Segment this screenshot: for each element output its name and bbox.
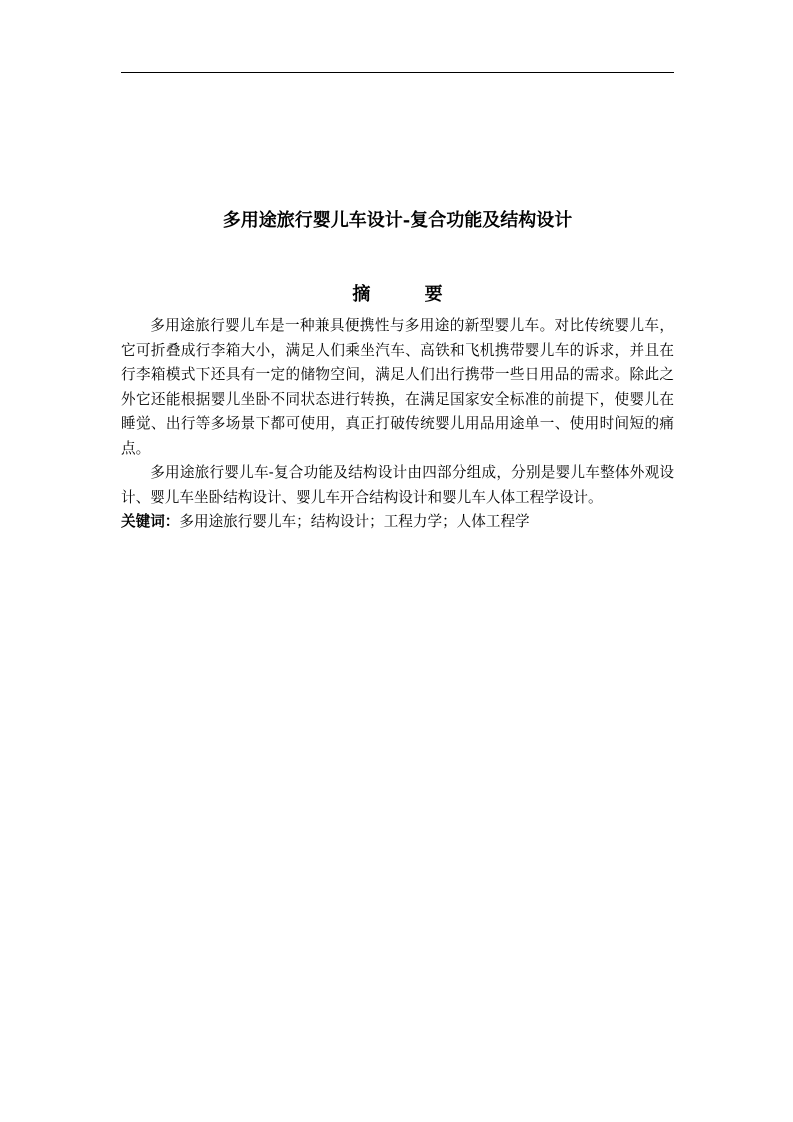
keywords-text: 多用途旅行婴儿车；结构设计；工程力学；人体工程学 xyxy=(179,513,530,530)
keywords-label: 关键词： xyxy=(121,513,180,530)
document-title: 多用途旅行婴儿车设计-复合功能及结构设计 xyxy=(222,210,573,231)
abstract-body xyxy=(121,314,674,535)
abstract-paragraph-2: 多用途旅行婴儿车-复合功能及结构设计由四部分组成，分别是婴儿车整体外观设计、婴儿车坐卧结构设计、婴儿车开合结构设计和婴儿车人体工程学设计。 xyxy=(121,464,674,506)
keywords-line xyxy=(121,510,674,535)
abstract-heading: 摘 要 xyxy=(352,284,467,305)
header-rule xyxy=(121,72,674,73)
abstract-paragraph-1: 多用途旅行婴儿车是一种兼具便携性与多用途的新型婴儿车。对比传统婴儿车，它可折叠成行李箱大小，满足人们乘坐汽车、高铁和飞机携带婴儿车的诉求，并且在行李箱模式下还具有一定的储物空间，满足人们出行携带一些日用品的需求。除此之外它还能根据婴儿坐卧不同状态进行转换，在满足国家安全标准的前提下，使婴儿在睡觉、出行等多场景下都可使用，真正打破传统婴儿用品用途单一、使用时间短的痛点。 xyxy=(121,317,674,457)
